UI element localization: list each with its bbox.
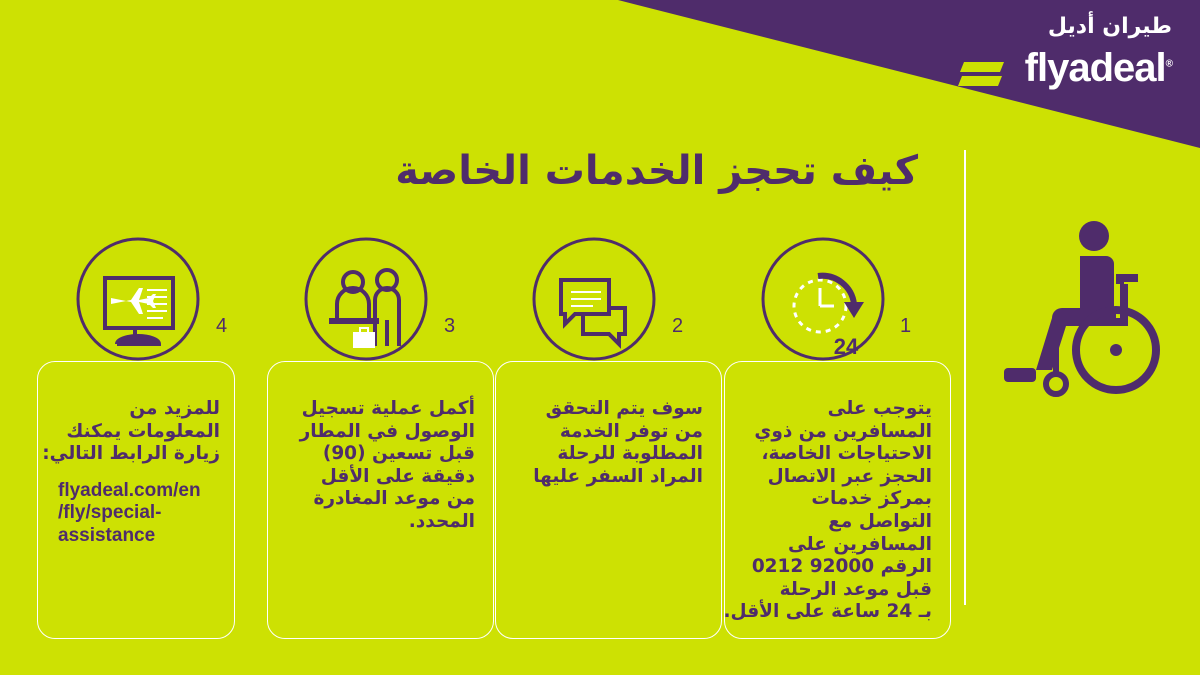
clock-24-icon bbox=[760, 236, 886, 362]
special-assistance-link[interactable]: assistance bbox=[58, 524, 156, 546]
step-number-4: 4 bbox=[216, 315, 228, 337]
monitor-plane-icon bbox=[75, 236, 201, 362]
card-line: للمزيد من bbox=[129, 398, 220, 419]
check-in-counter-icon bbox=[303, 236, 429, 362]
card-line: المحدد. bbox=[408, 510, 475, 532]
card-line: المسافرين على bbox=[787, 533, 932, 555]
step-card-4 bbox=[37, 361, 235, 639]
step-card-3-text bbox=[278, 398, 475, 534]
card-line: الحجز عبر الاتصال bbox=[767, 465, 932, 487]
logo-bars-icon bbox=[958, 58, 1004, 90]
card-line: بـ 24 ساعة على الأقل. bbox=[723, 601, 932, 623]
card-line: المعلومات يمكنك bbox=[66, 420, 220, 442]
chat-bubbles-icon bbox=[531, 236, 657, 362]
card-line: المراد السفر عليها bbox=[533, 465, 703, 487]
card-line: بمركز خدمات bbox=[811, 488, 932, 510]
logo-arabic-text: طيران أديل bbox=[1047, 14, 1172, 39]
step-number-3: 3 bbox=[444, 315, 456, 337]
card-line: من توفر الخدمة bbox=[559, 420, 703, 442]
wheelchair-icon bbox=[996, 218, 1166, 408]
special-assistance-link[interactable]: /fly/special- bbox=[58, 502, 162, 524]
card-line: الاحتياجات الخاصة، bbox=[761, 443, 932, 465]
card-line: دقيقة على الأقل bbox=[320, 465, 475, 487]
step-card-4-text bbox=[42, 398, 220, 548]
step-card-1 bbox=[724, 361, 951, 639]
step-number-1: 1 bbox=[900, 315, 912, 337]
special-assistance-link[interactable]: flyadeal.com/en bbox=[58, 479, 201, 501]
card-line: الوصول في المطار bbox=[299, 420, 475, 442]
vertical-divider bbox=[964, 150, 966, 605]
card-line: قبل موعد الرحلة bbox=[779, 578, 932, 600]
page-title: كيف تحجز الخدمات الخاصة bbox=[395, 148, 918, 194]
step-card-2-text bbox=[506, 398, 703, 488]
step-card-1-text bbox=[723, 398, 932, 624]
step-card-2 bbox=[495, 361, 722, 639]
brand-logo bbox=[956, 14, 1176, 94]
clock-24-label: 24 bbox=[833, 334, 859, 359]
card-line: المسافرين من ذوي bbox=[754, 420, 932, 442]
card-line: زيارة الرابط التالي: bbox=[42, 443, 220, 465]
card-line: قبل تسعين (90) bbox=[322, 443, 475, 465]
card-line: المطلوبة للرحلة bbox=[557, 443, 703, 465]
card-line: يتوجب على bbox=[827, 398, 932, 419]
step-card-3 bbox=[267, 361, 494, 639]
logo-english-text: flyadeal® bbox=[1024, 46, 1172, 90]
step-number-2: 2 bbox=[672, 315, 684, 337]
card-line: التواصل مع bbox=[828, 510, 932, 532]
card-line: أكمل عملية تسجيل bbox=[301, 398, 475, 419]
card-line: سوف يتم التحقق bbox=[545, 398, 703, 419]
card-line: من موعد المغادرة bbox=[313, 488, 475, 510]
card-line-phone: الرقم 92000 0212 bbox=[751, 556, 932, 578]
